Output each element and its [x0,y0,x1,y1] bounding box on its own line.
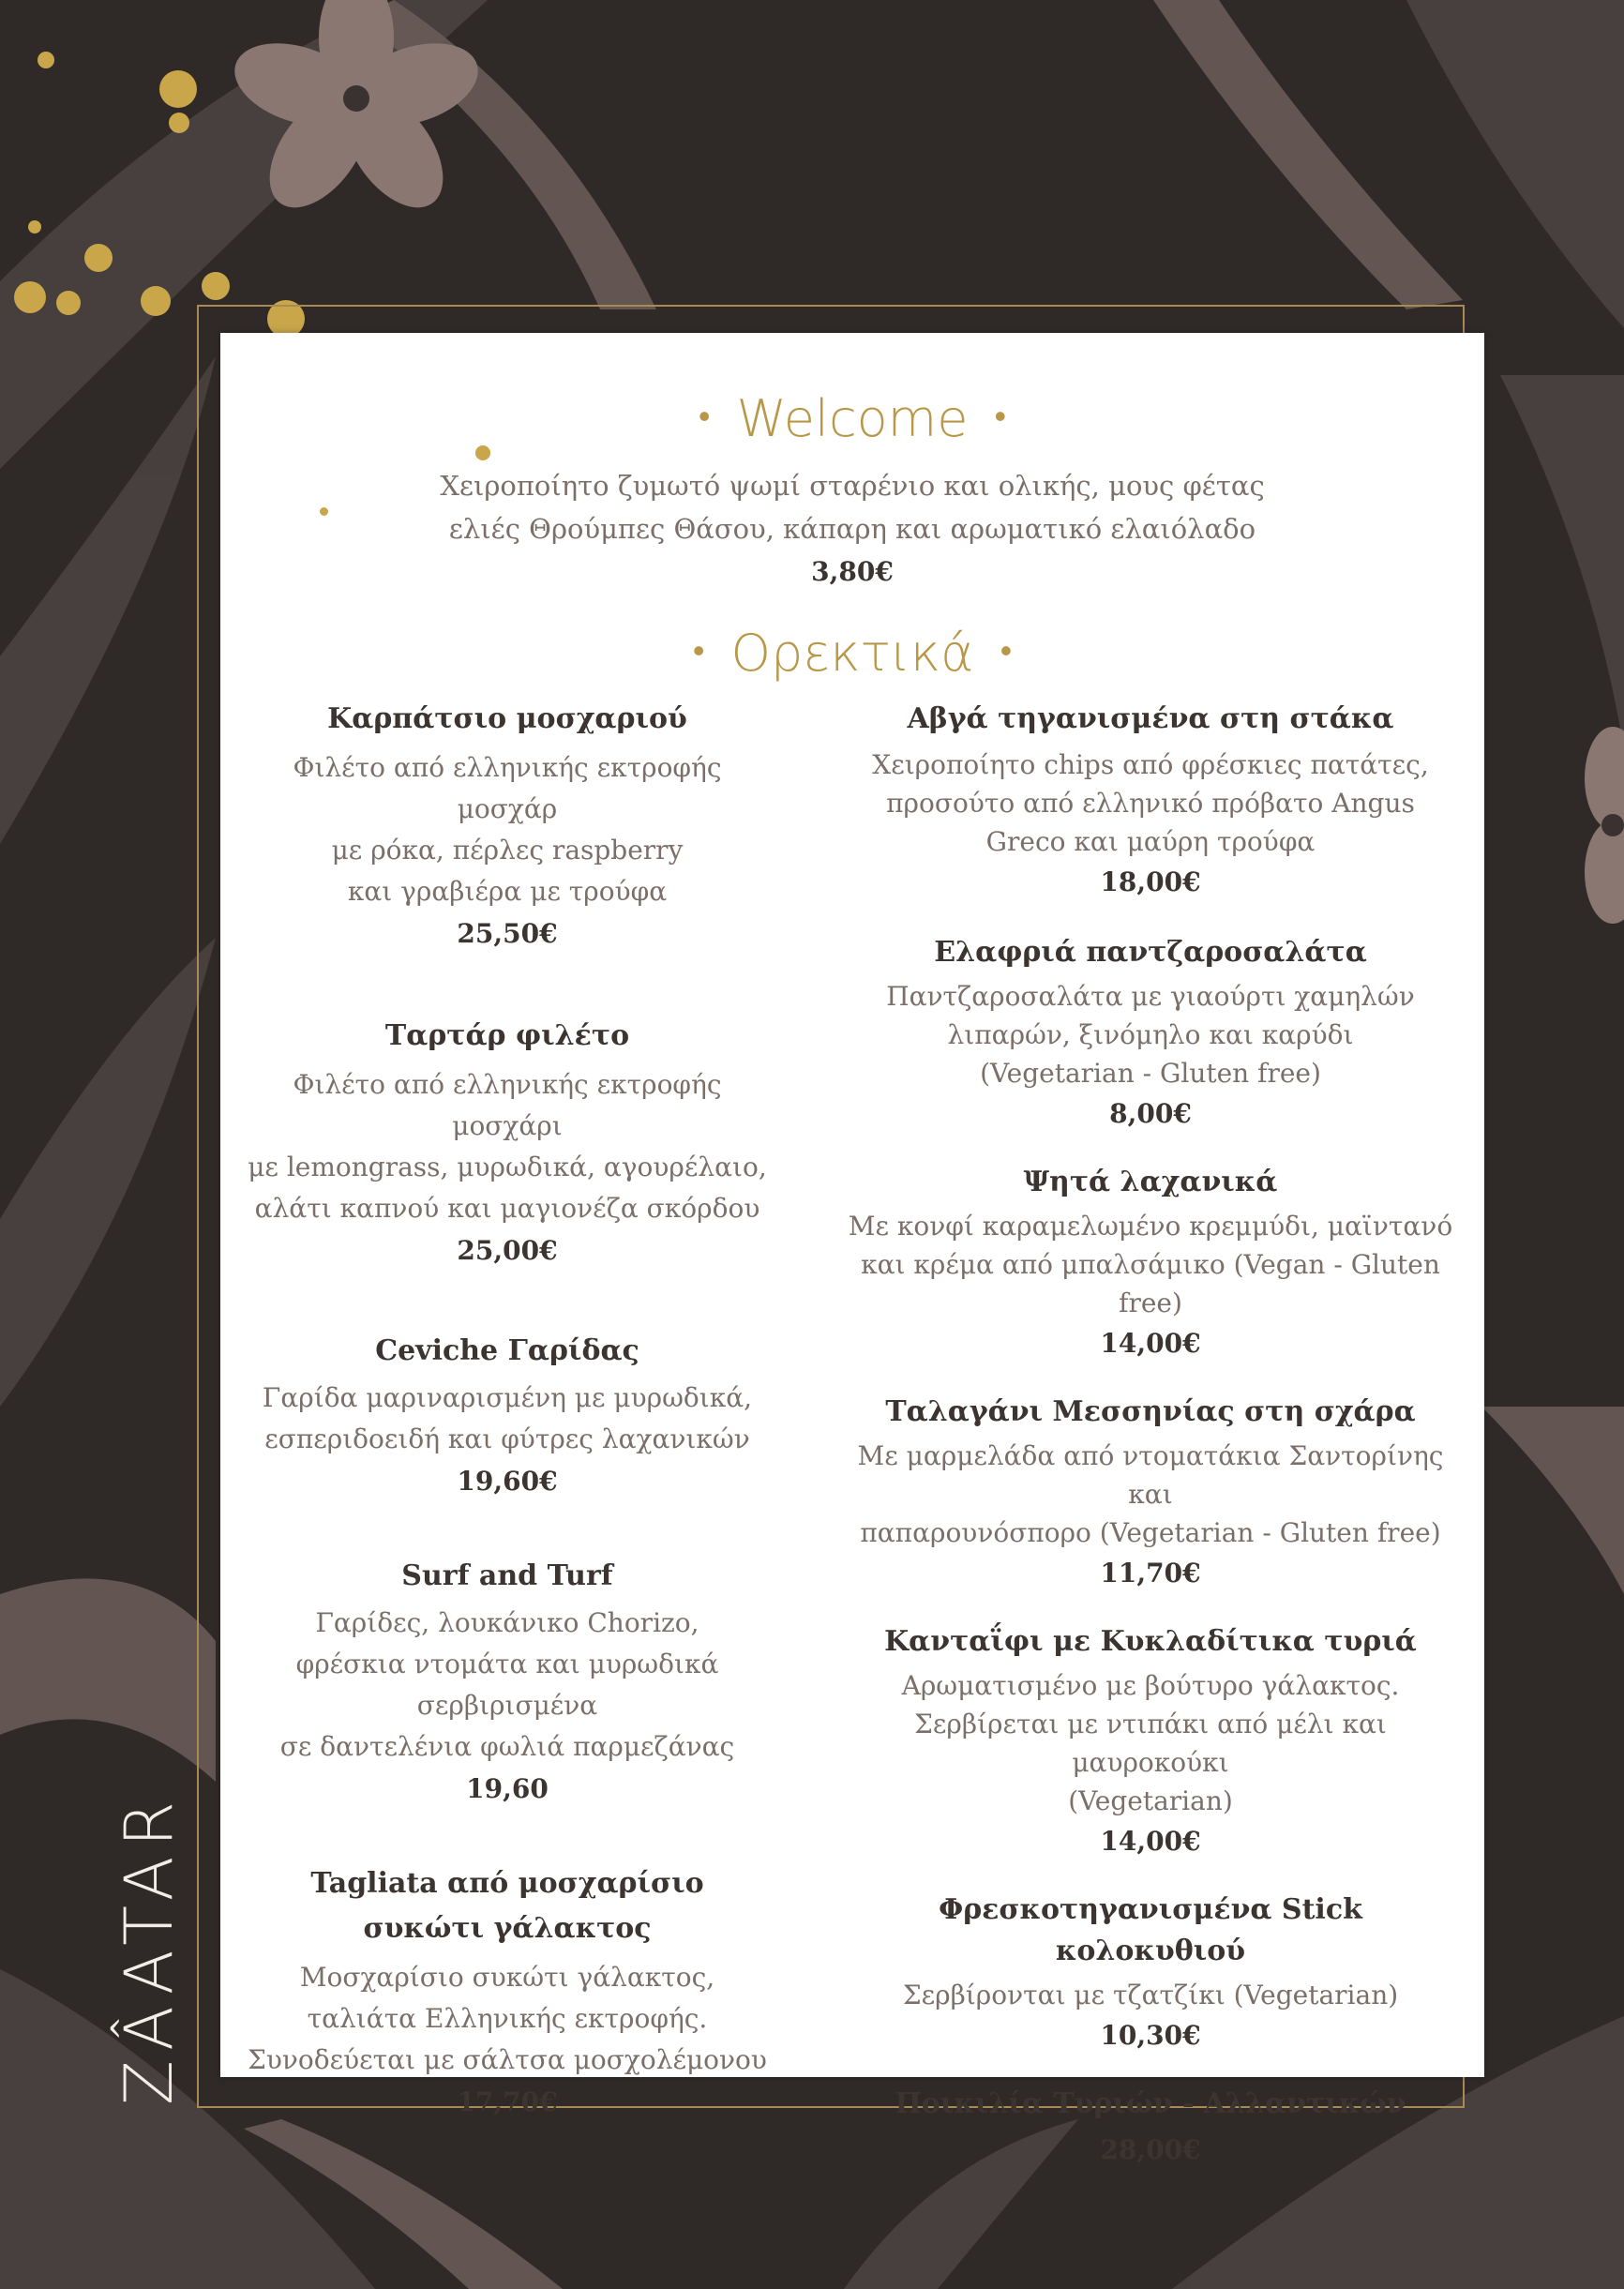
gold-sparkle [475,445,490,460]
gold-sparkle [38,52,54,68]
appetizers-title: • Ορεκτικά • [692,624,1013,683]
menu-item: Φρεσκοτηγανισμένα Stick κολοκυθιού Σερβίρονται με τζατζίκι (Vegetarian) 10,30€ [902,1893,1399,2051]
appetizers-left-column [245,699,770,2124]
gold-sparkle [14,281,46,313]
welcome-price: 3,80€ [811,556,894,587]
appetizers-right-column [839,699,1462,2172]
gold-sparkle [141,286,171,316]
menu-item: Ταρτάρ φιλέτο Φιλέτο από ελληνικής εκτροφής μοσχάρι με lemongrass, μυρωδικά, αγουρέλαιο, αλάτι καπνού και μαγιονέζα σκόρδου 25,00€ [248,1019,767,1266]
menu-item: Καρπάτσιο μοσχαριού Φιλέτο από ελληνικής εκτροφής μοσχάρ με ρόκα, πέρλες raspberry και γραβιέρα με τρούφα 25,50€ [293,702,722,949]
gold-sparkle [169,113,189,133]
gold-sparkle [159,70,197,108]
menu-item: Αβγά τηγανισμένα στη στάκα Χειροποίητο chips από φρέσκιες πατάτες, προσούτο από ελληνικό πρόβατο Angus Greco και μαύρη τρούφα 18,00€ [872,702,1429,897]
gold-sparkle [202,272,230,300]
menu-item: Κανταΐφι με Κυκλαδίτικα τυριά Αρωματισμένο με βούτυρο γάλακτος. Σερβίρεται με ντιπάκι από μέλι και μαυροκούκι (Vegetarian) 14,00€ [884,1625,1417,1857]
menu-item: Ψητά λαχανικά Με κονφί καραμελωμένο κρεμμύδι, μαϊντανό και κρέμα από μπαλσάμικο (Vegan - Gluten free) 14,00€ [848,1166,1453,1359]
gold-sparkle [84,244,113,272]
menu-item: Ποικιλία Τυριών - Αλλαντικών 28,00€ [895,2087,1406,2165]
menu-item: Ελαφριά παντζαροσαλάτα Παντζαροσαλάτα με γιαούρτι χαμηλών λιπαρών, ξινόμηλο και καρύδι (Vegetarian - Gluten free) 8,00€ [886,936,1415,1129]
brand-logo: ZÂATAR [111,1791,188,2105]
gold-sparkle [28,220,41,233]
welcome-description: Χειροποίητο ζυμωτό ψωμί σταρένιο και ολικής, μους φέτας ελιές Θρούμπες Θάσου, κάπαρη και αρωματικό ελαιόλαδο 3,80€ [220,464,1484,594]
menu-item: Ceviche Γαρίδας Γαρίδα μαριναρισμένη με μυρωδικά, εσπεριδοειδή και φύτρες λαχανικών 19,60€ [262,1334,753,1497]
menu-item: Tagliata από μοσχαρίσιο συκώτι γάλακτος Μοσχαρίσιο συκώτι γάλακτος, ταλιάτα Ελληνικής εκτροφής. Συνοδεύεται με σάλτσα μοσχολέμονου 17,70€ [248,1867,767,2117]
welcome-title: • Welcome • [698,389,1007,448]
menu-card [220,333,1484,2165]
menu-item: Surf and Turf Γαρίδες, λουκάνικο Chorizo, φρέσκια ντομάτα και μυρωδικά σερβιρισμένα σε δαντελένια φωλιά παρμεζάνας 19,60 [279,1559,735,1804]
gold-sparkle [56,291,81,315]
menu-item: Ταλαγάνι Μεσσηνίας στη σχάρα Με μαρμελάδα από ντοματάκια Σαντορίνης και παπαρουνόσπορο (Vegetarian - Gluten free) 11,70€ [857,1395,1444,1589]
